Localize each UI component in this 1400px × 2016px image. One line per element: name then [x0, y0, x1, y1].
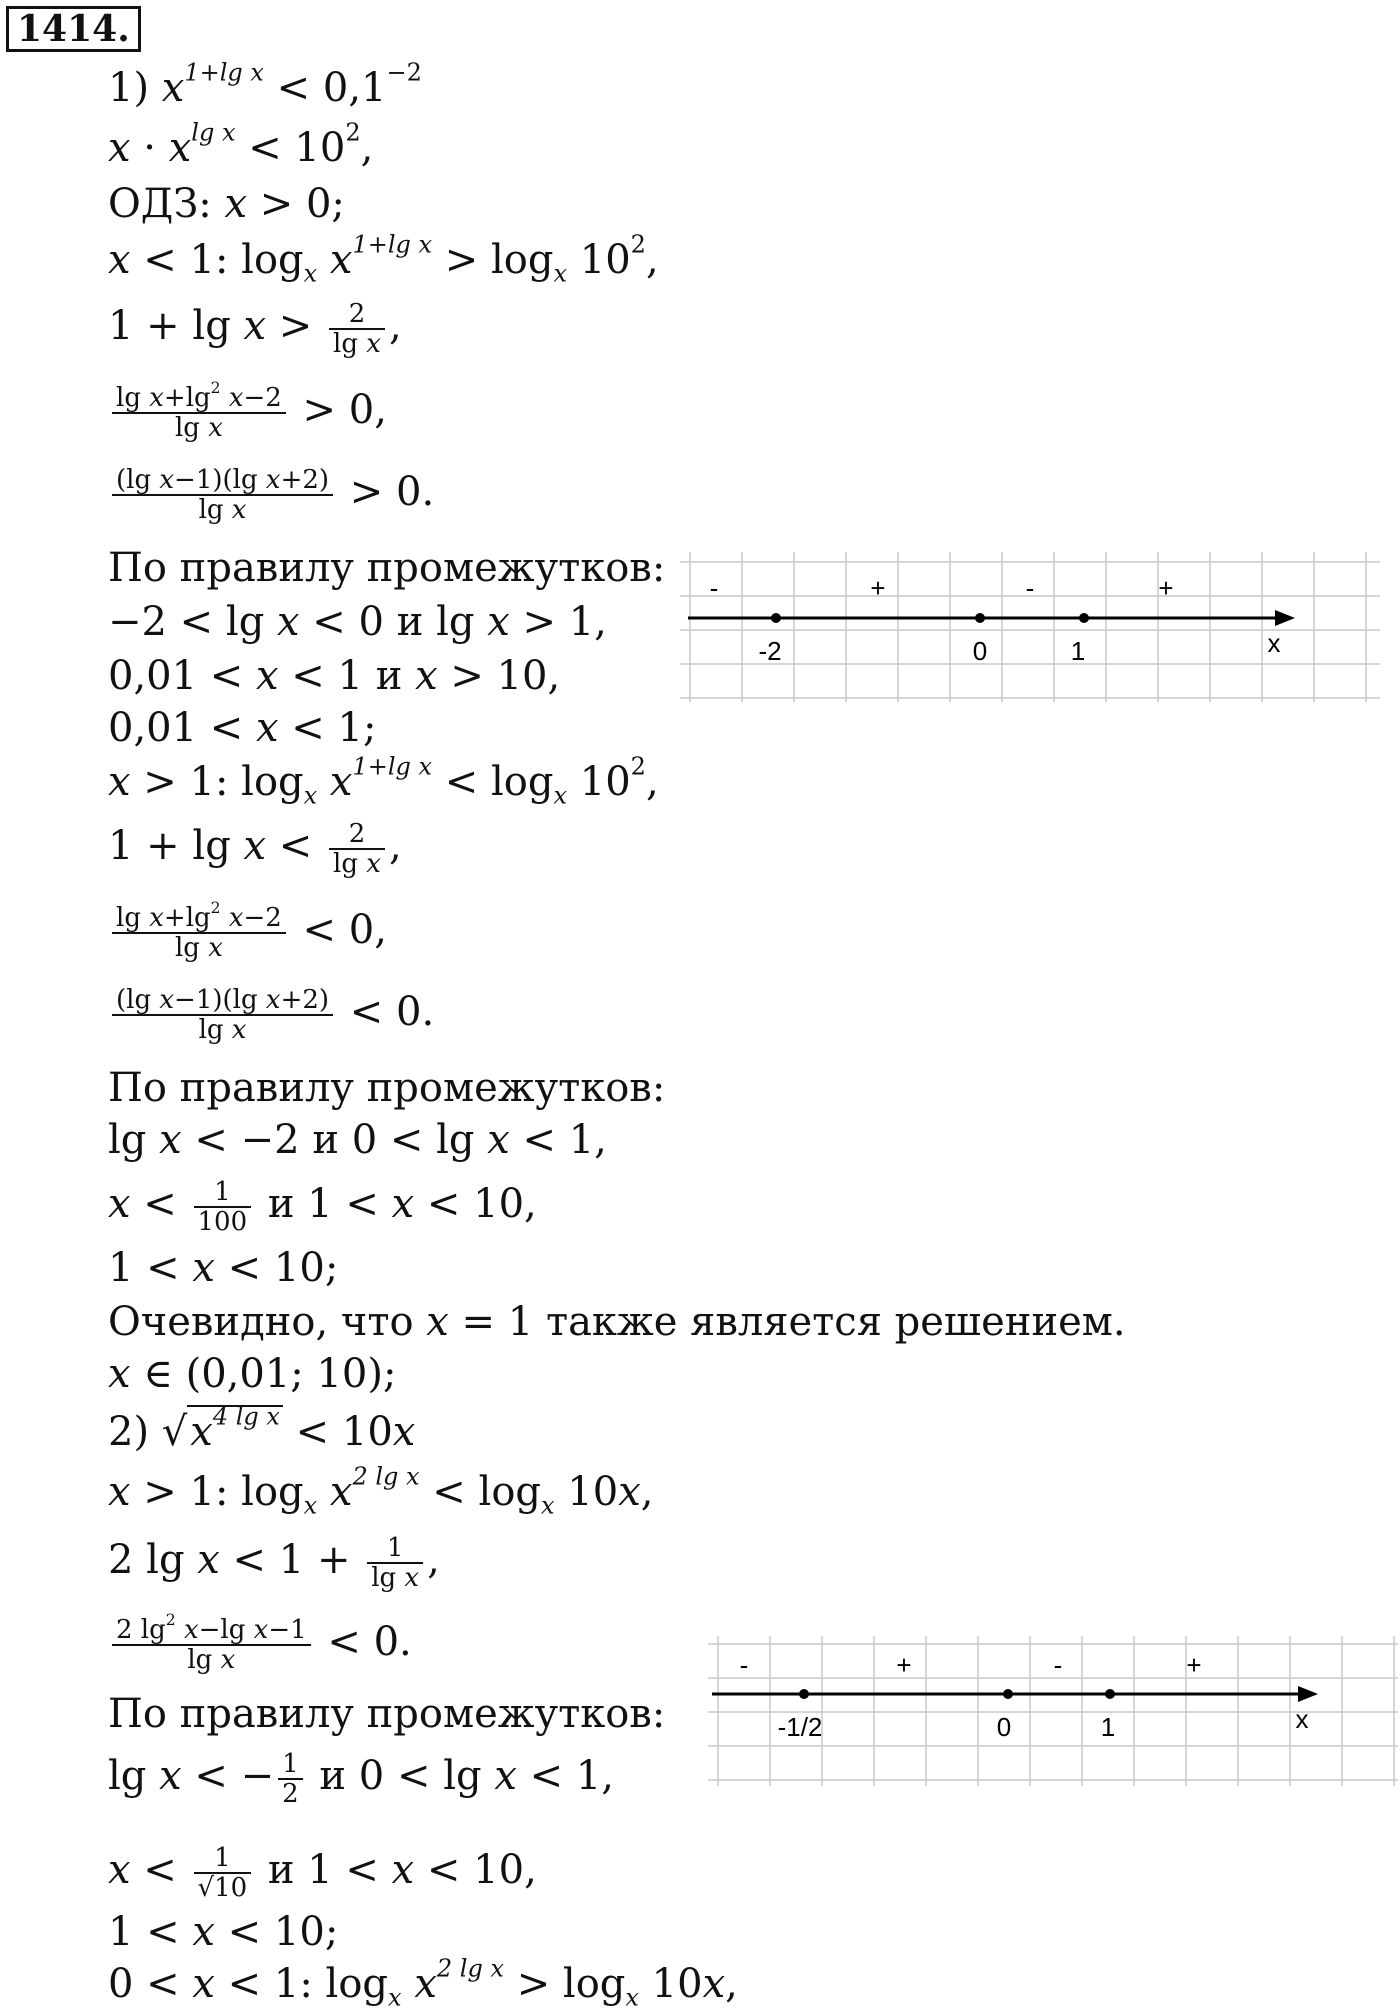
point-marker — [975, 613, 985, 623]
solution-line: ОДЗ: x > 0; — [108, 181, 345, 227]
point-label: -1/2 — [777, 1712, 823, 1742]
solution-line: −2 < lg x < 0 и lg x > 1, — [108, 599, 607, 645]
point-label: -2 — [758, 636, 782, 666]
arrow-head — [1298, 1686, 1318, 1702]
point-label: 0 — [972, 636, 988, 666]
solution-line: 1 + lg x < $\frac{2}{\text{lg x}}$ , — [108, 819, 402, 879]
solution-line: $\frac{\lg x+\lg^2 x-2}{\text{lg x}}$ < 0, — [108, 904, 387, 962]
problem-number: 1414. — [6, 6, 141, 52]
solution-line: x < 1: $\log_x x^{1+lg x} > \log_x 10^2$, — [108, 230, 659, 288]
solution-line: 1) $x^{1+lg x} < 0,1^{-2}$ — [108, 58, 422, 111]
solution-line: 0,01 < x < 1 и x > 10, — [108, 653, 561, 699]
sign-label: - — [1025, 573, 1035, 603]
sign-label: + — [896, 1650, 912, 1680]
solution-line: 0,01 < x < 1; — [108, 705, 377, 751]
solution-line: x < $\frac{1}{100}$ и 1 < x < 10, — [108, 1177, 537, 1237]
point-marker — [799, 1689, 809, 1699]
solution-line: lg x < − $\frac{1}{2}$ и 0 < lg x < 1, — [108, 1749, 614, 1809]
solution-line: 2 lg x < 1 + $\frac{1}{\text{lg x}}$ , — [108, 1533, 440, 1593]
solution-line: $\frac{2 \lg^2 x-\lg x-1}{\text{lg x}}$ < 0. — [108, 1616, 412, 1674]
point-marker — [1105, 1689, 1115, 1699]
solution-line: 1 + lg x > $\frac{2}{\text{lg x}}$ , — [108, 299, 402, 359]
solution-line: x > 1: $\log_x x^{2 lg x} < \log_x 10x$, — [108, 1462, 654, 1520]
point-label: 1 — [1070, 636, 1086, 666]
solution-line: 1 < x < 10; — [108, 1909, 339, 1955]
sign-label: + — [1186, 1650, 1202, 1680]
solution-line: $x \cdot x^{lg x} < 10^2$, — [108, 118, 374, 171]
sign-label: - — [1053, 1650, 1063, 1680]
solution-line: По правилу промежутков: — [108, 545, 666, 591]
solution-line: x ∈ (0,01; 10); — [108, 1351, 397, 1397]
point-marker — [771, 613, 781, 623]
number-line-diagram-2 — [708, 1636, 1398, 1786]
arrow-head — [1275, 610, 1295, 626]
point-marker — [1079, 613, 1089, 623]
solution-line: Очевидно, что x = 1 также является решением. — [108, 1299, 1126, 1345]
solution-line: $\frac{\text{(lg x−1)(lg x+2)}}{\text{lg x}}$ > 0. — [108, 466, 434, 524]
solution-line: По правилу промежутков: — [108, 1065, 666, 1111]
axis-label: x — [1267, 628, 1281, 658]
solution-line: x > 1: $\log_x x^{1+lg x} < \log_x 10^2$, — [108, 752, 659, 810]
solution-line: x < $\frac{1}{√10}$ и 1 < x < 10, — [108, 1843, 537, 1903]
solution-line: По правилу промежутков: — [108, 1691, 666, 1737]
solution-line: 2) $√x^{4 lg x} < 10x$ — [108, 1402, 416, 1455]
point-label: 1 — [1100, 1712, 1116, 1742]
solution-line: $\frac{\lg x+\lg^2 x-2}{\text{lg x}}$ > 0, — [108, 384, 387, 442]
point-marker — [1003, 1689, 1013, 1699]
solution-line: 0 < x < 1: $\log_x x^{2 lg x} > \log_x 10x$, — [108, 1954, 738, 2012]
solution-line: $\frac{\text{(lg x−1)(lg x+2)}}{\text{lg x}}$ < 0. — [108, 986, 434, 1044]
solution-line: 1 < x < 10; — [108, 1245, 339, 1291]
number-line-diagram-1 — [680, 552, 1380, 702]
sign-label: - — [709, 573, 719, 603]
point-label: 0 — [996, 1712, 1012, 1742]
sign-label: + — [870, 573, 886, 603]
sign-label: + — [1158, 573, 1174, 603]
solution-line: lg x < −2 и 0 < lg x < 1, — [108, 1117, 607, 1163]
axis-label: x — [1295, 1704, 1309, 1734]
sign-label: - — [739, 1650, 749, 1680]
